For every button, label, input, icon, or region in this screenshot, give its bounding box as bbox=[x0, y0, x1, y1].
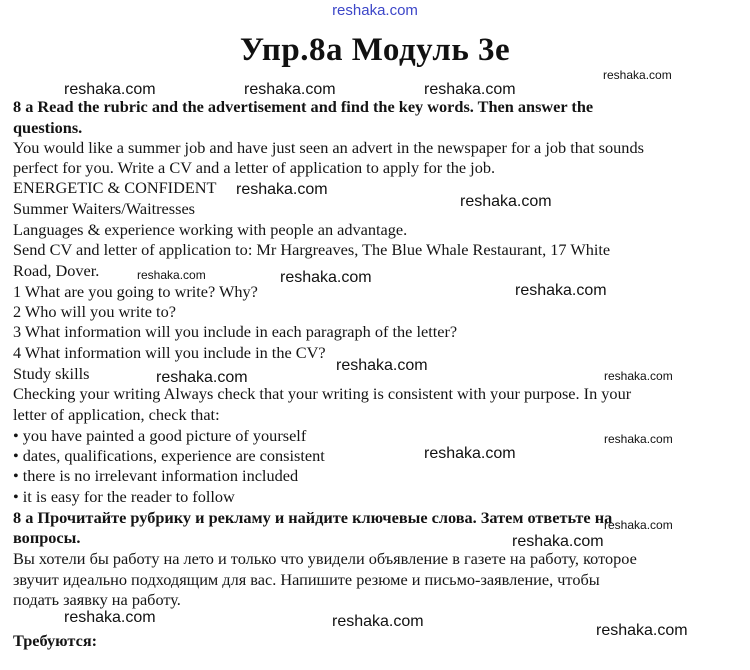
rubric-en-cont: perfect for you. Write a CV and a letter of application to apply for the job. bbox=[13, 158, 496, 177]
watermark: reshaka.com bbox=[512, 533, 604, 550]
question-1: 1 What are you going to write? Why? bbox=[13, 282, 258, 301]
watermark: reshaka.com bbox=[156, 369, 248, 386]
required-heading: Требуются: bbox=[13, 631, 98, 650]
ad-address: Send CV and letter of application to: Mr Hargreaves, The Blue Whale Restaurant, 17 White bbox=[13, 240, 611, 259]
rubric-ru: Вы хотели бы работу на лето и только что увидели объявление в газете на работу, которое bbox=[13, 549, 637, 568]
question-4: 4 What information will you include in the CV? bbox=[13, 343, 326, 362]
watermark: reshaka.com bbox=[424, 445, 516, 462]
checking-text-cont: letter of application, check that: bbox=[13, 405, 220, 424]
watermark: reshaka.com bbox=[244, 81, 336, 98]
task-heading-en: 8 a Read the rubric and the advertisement and find the key words. Then answer the bbox=[13, 97, 594, 116]
watermark: reshaka.com bbox=[332, 613, 424, 630]
checking-text: Checking your writing Always check that your writing is consistent with your purpose. In your bbox=[13, 384, 632, 403]
watermark: reshaka.com bbox=[604, 518, 673, 532]
rubric-en: You would like a summer job and have just seen an advert in the newspaper for a job that sounds bbox=[13, 138, 644, 157]
question-2: 2 Who will you write to? bbox=[13, 302, 176, 321]
bullet-item: • you have painted a good picture of yourself bbox=[13, 426, 307, 445]
study-skills-heading: Study skills bbox=[13, 364, 90, 383]
watermark: reshaka.com bbox=[280, 269, 372, 286]
watermark: reshaka.com bbox=[460, 193, 552, 210]
watermark: reshaka.com bbox=[603, 68, 672, 82]
watermark: reshaka.com bbox=[336, 357, 428, 374]
bullet-item: • there is no irrelevant information included bbox=[13, 466, 299, 485]
watermark: reshaka.com bbox=[236, 181, 328, 198]
task-heading-ru: 8 а Прочитайте рубрику и рекламу и найдите ключевые слова. Затем ответьте на bbox=[13, 508, 613, 527]
task-heading-ru-cont: вопросы. bbox=[13, 528, 81, 547]
rubric-ru-cont2: подать заявку на работу. bbox=[13, 590, 181, 609]
watermark: reshaka.com bbox=[424, 81, 516, 98]
watermark: reshaka.com bbox=[64, 81, 156, 98]
watermark: reshaka.com bbox=[596, 622, 688, 639]
ad-position: Summer Waiters/Waitresses bbox=[13, 199, 196, 218]
bullet-item: • dates, qualifications, experience are consistent bbox=[13, 446, 325, 465]
bullet-item: • it is easy for the reader to follow bbox=[13, 487, 235, 506]
watermark: reshaka.com bbox=[604, 432, 673, 446]
watermark: reshaka.com bbox=[137, 268, 206, 282]
rubric-ru-cont: звучит идеально подходящим для вас. Напишите резюме и письмо-заявление, чтобы bbox=[13, 570, 600, 589]
site-watermark[interactable]: reshaka.com bbox=[332, 2, 418, 19]
watermark: reshaka.com bbox=[64, 609, 156, 626]
page-title: Упр.8a Модуль 3e bbox=[239, 32, 511, 68]
task-heading-en-cont: questions. bbox=[13, 118, 83, 137]
watermark: reshaka.com bbox=[604, 369, 673, 383]
question-3: 3 What information will you include in each paragraph of the letter? bbox=[13, 322, 458, 341]
ad-requirements: Languages & experience working with people an advantage. bbox=[13, 220, 408, 239]
watermark: reshaka.com bbox=[515, 282, 607, 299]
ad-headline: ENERGETIC & CONFIDENT bbox=[13, 178, 217, 197]
ad-address-cont: Road, Dover. bbox=[13, 261, 100, 280]
